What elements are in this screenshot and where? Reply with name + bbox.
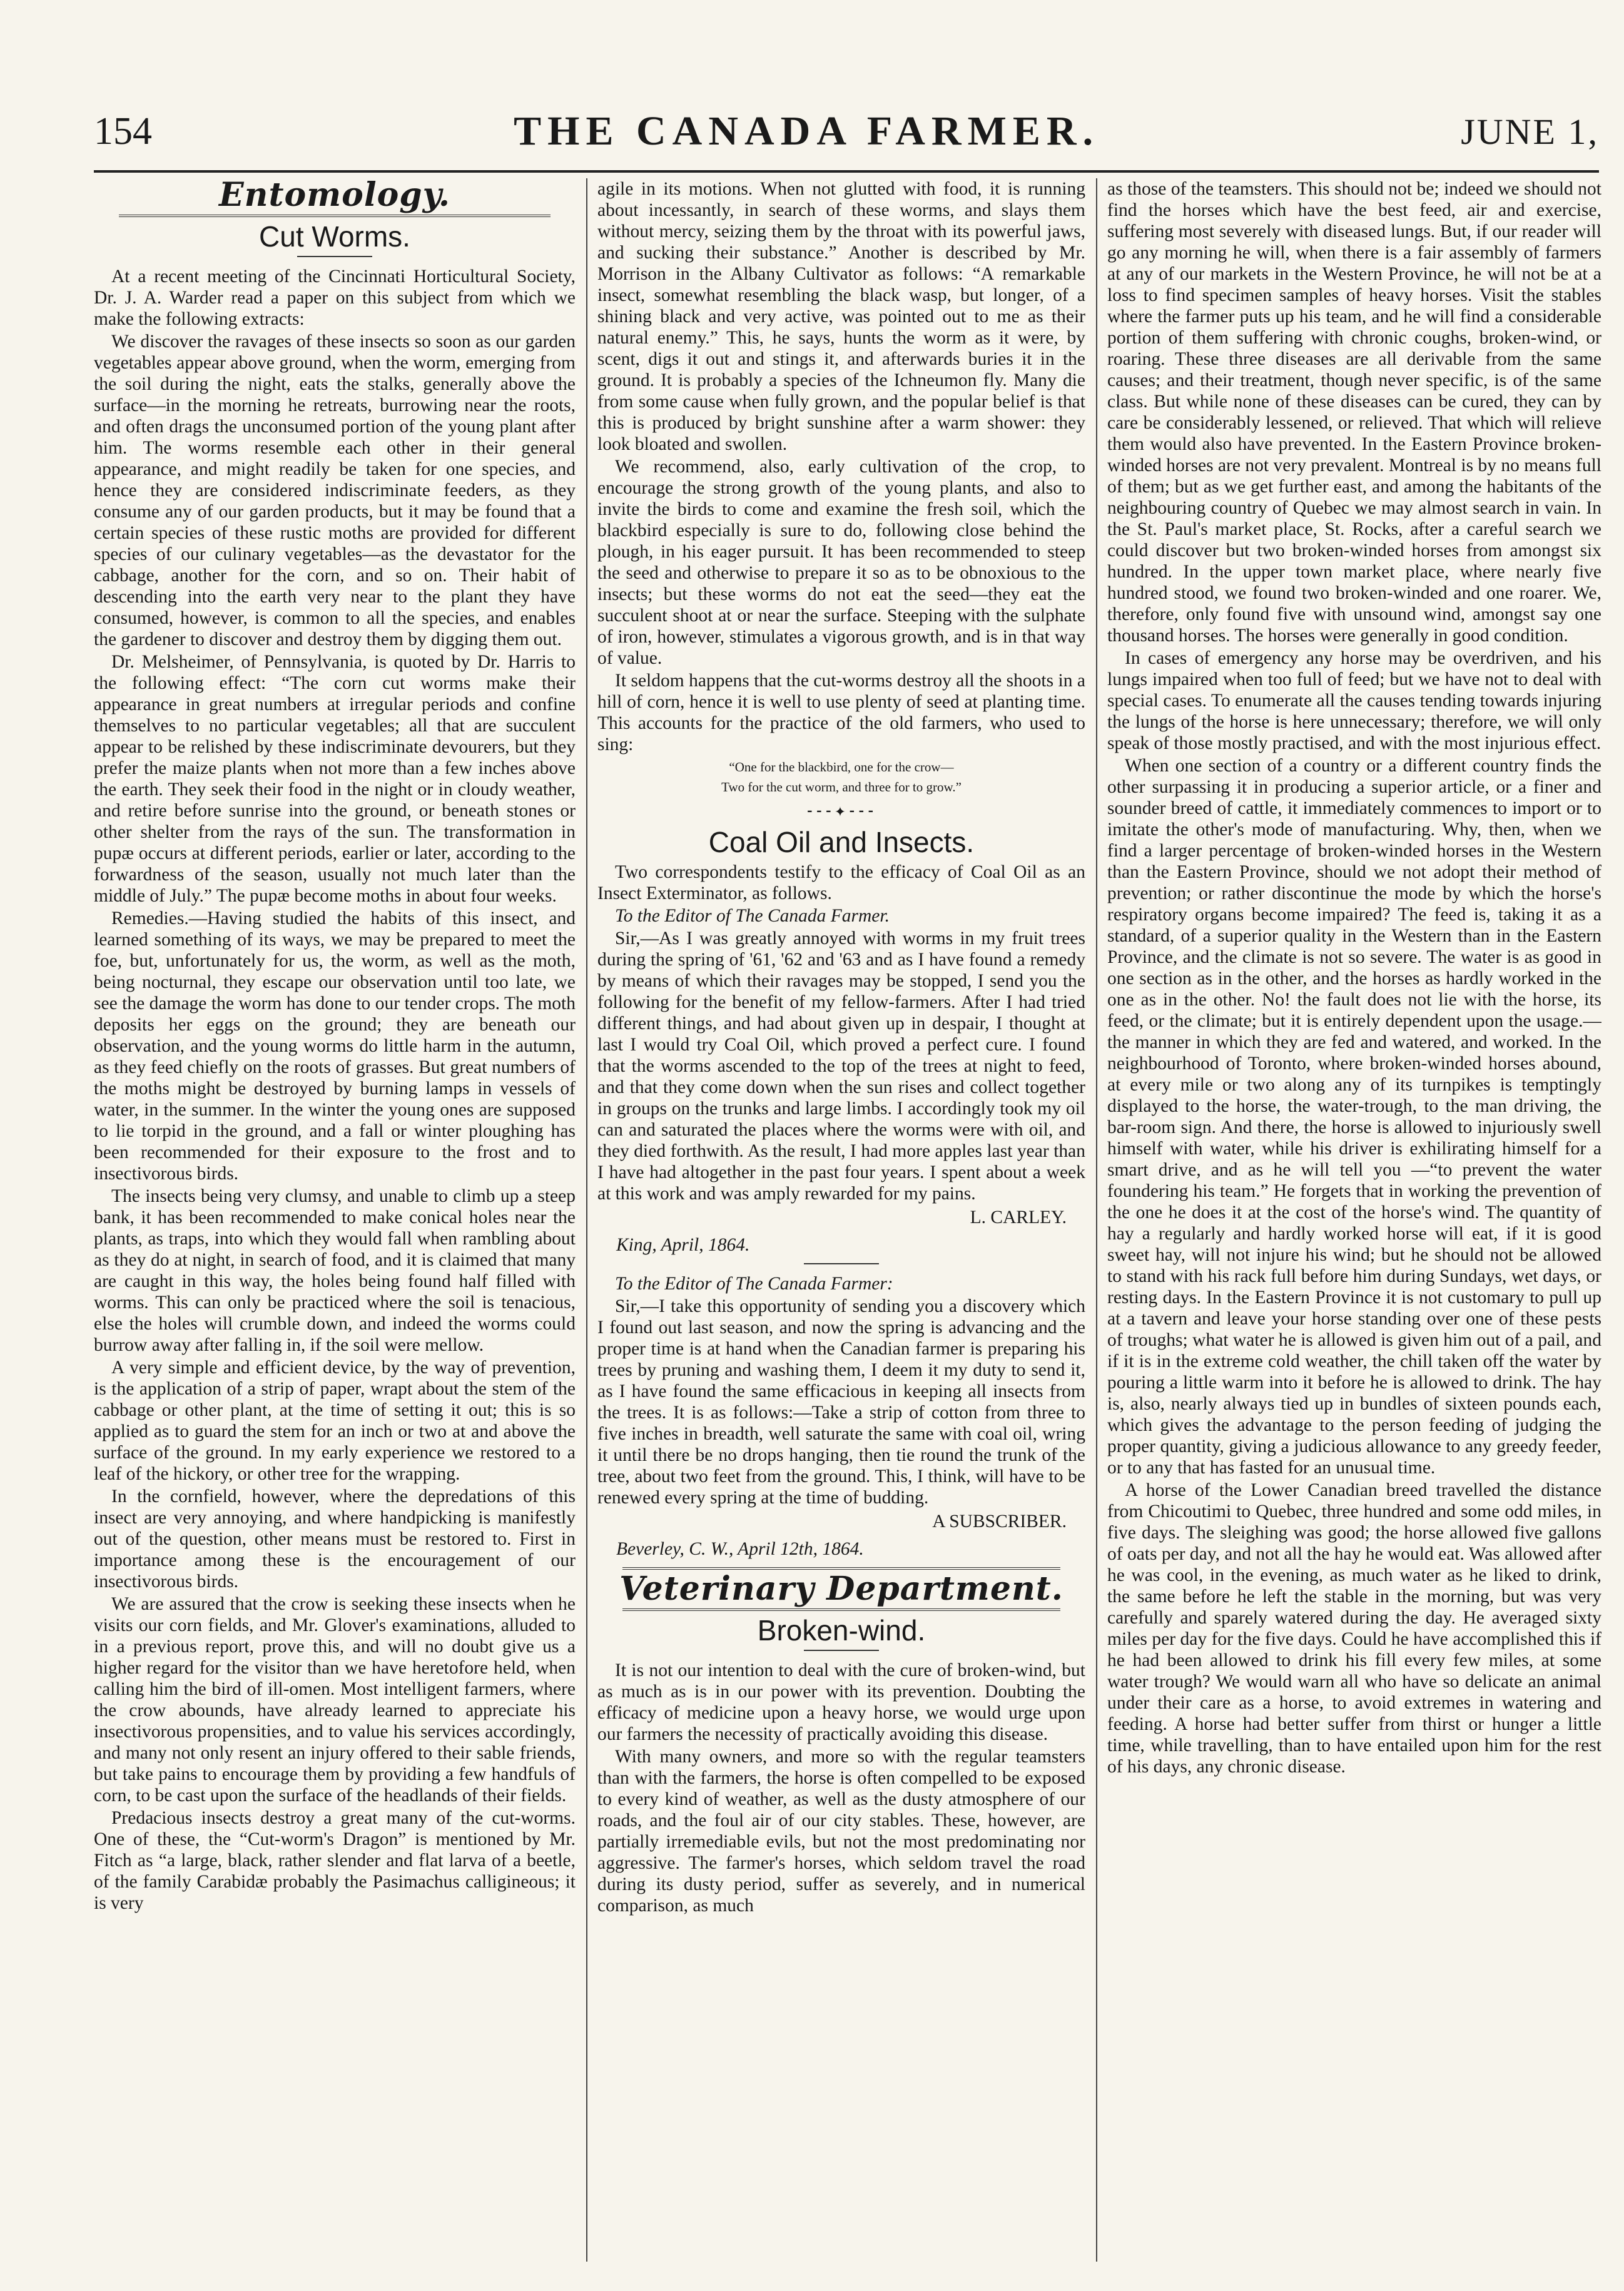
paragraph: Remedies.—Having studied the habits of this insect, and learned something of its ways, we may be prepared to meet the foe, but, unfortunately for us, the worm, as well as the moth, being nocturnal, they escape our observation until too late, we see the damage the worm has done to our tender crops. The moth deposits her eggs on the ground; they are beneath our observation, and the young worms do little harm in the autumn, as they feed chiefly on the roots of grasses. But great numbers of the moths might be destroyed by burning lamps in vessels of water, in the summer. In the winter the young ones are supposed to lie torpid in the ground, and a fall or winter ploughing has been recommended for their exposure to the frost and to insectivorous birds. bbox=[94, 908, 576, 1184]
column-2 bbox=[597, 178, 1085, 2262]
paragraph: agile in its motions. When not glutted with food, it is running about incessantly, in search of these worms, and slays them without mercy, seizing them by the throat with its powerful jaws, and sucking their substance.” Another is described by Mr. Morrison in the Albany Cultivator as follows: “A remarkable insect, somewhat resembling the black wasp, but longer, of a shining black and very active, was pointed out to me as their natural enemy.” This, he says, hunts the worm as it were, by scent, digs it out and stings it, and afterwards buries it in the ground. It is probably a species of the Ichneumon fly. Many die from some cause when fully grown, and the popular belief is that this is produced by bright sunshine after a warm shower: they look bloated and swollen. bbox=[597, 179, 1085, 454]
letter-salutation: To the Editor of The Canada Farmer: bbox=[615, 1274, 893, 1294]
letter-body: Sir,—As I was greatly annoyed with worms in my fruit trees during the spring of '61, '62 and '63 and as I have found a remedy by means of which their ravages may be stopped, I send you the following for the benefit of my fellow-farmers. After I had tried different things, and had about given up in despair, I thought at last I would try Coal Oil, which proved a perfect cure. I found that the worms ascended to the top of the trees at night to feed, and that they come down when the sun rises and collect together in groups on the trunks and large limbs. I accordingly took my oil can and saturated the places where the worms were with oil, and they died forthwith. As the result, I had more apples last year than I have had altogether in the past four years. I spent about a week at this work and was amply rewarded for my pains. bbox=[597, 928, 1085, 1204]
newspaper-title: THE CANADA FARMER. bbox=[514, 108, 1100, 154]
paragraph: We are assured that the crow is seeking these insects when he visits our corn fields, and Mr. Glover's examinations, alluded to in a previous report, prove this, and will no doubt give us a higher regard for the visitor than we have heretofore held, when calling him the bird of ill-omen. Most intelligent farmers, where the crow abounds, have already learned to appreciate his insectivorous propensities, and to value his services accordingly, and many not only resent an injury offered to their sable friends, but take pains to encourage them by providing a few handfuls of corn, to be cast upon the surface of the headlands of their fields. bbox=[94, 1594, 576, 1806]
letter-salutation: To the Editor of The Canada Farmer. bbox=[615, 906, 890, 926]
paragraph: The insects being very clumsy, and unable to climb up a steep bank, it has been recommended to make conical holes near the plants, as traps, into which they would fall when rambling about as they do at night, in search of food, and it is claimed that many are caught in this way, the holes being found half filled with worms. This can only be practiced where the soil is tenacious, else the holes will crumble down, and indeed the worms could burrow away after falling in, if the soil were mellow. bbox=[94, 1186, 576, 1355]
paragraph: as those of the teamsters. This should not be; indeed we should not find the horses which have the best feed, air and exercise, suffering most severely with diseased lungs. But, if our reader will go any morning he will, when there is a fair assembly of farmers at any of our markets in the Western Province, he will not be at a loss to find specimen samples of heavy horses. Visit the stables where the farmer puts up his team, and he will find a considerable portion of them suffering with chronic coughs, broken-wind, or roaring. These three diseases are all derivable from the same causes; and their treatment, though never specific, is of the same class. But while none of these diseases can be cured, they can by care be considerably lessened, or relieved. That which will relieve them would also have prevented. In the Eastern Province broken-winded horses are not very prevalent. Montreal is by no means full of them; but as we get further east, and among the habitants of the neighbouring country of Quebec we may almost search in vain. In the St. Paul's market place, St. Rocks, after a careful search we could discover but two broken-winded horses from amongst six hundred. In the upper town market place, where nearly five hundred stood, we found two broken-winded and one roarer. We, therefore, only found five with unsound wind, amongst say one thousand horses. The horses were generally in good condition. bbox=[1107, 179, 1601, 646]
paragraph: In the cornfield, however, where the depredations of this insect are very annoying, and where handpicking is manifestly out of the question, other means must be restored to. First in importance among these is the encouragement of our insectivorous birds. bbox=[94, 1486, 576, 1592]
column-1 bbox=[94, 178, 576, 2262]
article-heading-broken-wind: Broken-wind. bbox=[757, 1614, 926, 1647]
letter-signature: L. CARLEY. bbox=[970, 1207, 1067, 1227]
issue-date: JUNE 1, bbox=[1461, 111, 1599, 152]
verse-line: Two for the cut worm, and three for to grow.” bbox=[721, 780, 962, 795]
paragraph: A very simple and efficient device, by the way of prevention, is the application of a strip of paper, wrapt about the stem of the cabbage or other plant, at the time of setting it out; this is so applied as to guard the stem for an inch or two at and above the surface of the ground. In my early experience we restored to a leaf of the hickory, or other tree for the wrapping. bbox=[94, 1358, 576, 1484]
section-title-entomology: Entomology. bbox=[219, 178, 450, 214]
letter-dateline: Beverley, C. W., April 12th, 1864. bbox=[616, 1539, 864, 1559]
article-heading-coal-oil: Coal Oil and Insects. bbox=[708, 826, 975, 858]
paragraph: Predacious insects destroy a great many of the cut-worms. One of these, the “Cut-worm's Dragon” is mentioned by Mr. Fitch as “a large, black, rather slender and flat larva of a beetle, of the family Carabidæ probably the Pasimachus calligineous; it is very bbox=[94, 1808, 576, 1913]
letter-rule bbox=[804, 1263, 879, 1264]
section-rule bbox=[119, 215, 551, 217]
column-3 bbox=[1107, 178, 1601, 2262]
verse-line: “One for the blackbird, one for the crow— bbox=[729, 759, 954, 775]
article-heading-cut-worms: Cut Worms. bbox=[259, 220, 410, 253]
paragraph: A horse of the Lower Canadian breed travelled the distance from Chicoutimi to Quebec, three hundred and some odd miles, in five days. The sleighing was good; the horse allowed five gallons of oats per day, and not all the hay he would eat. Was allowed after he was cool, in the evening, as much water as he liked to drink, the same before he left the stable in the morning, but was very carefully and sparely watered during the day. He averaged sixty miles per day for the five days. Could he have accomplished this if he had been allowed to drink his fill every few miles, at some water trough? We would warn all who have so delicate an animal under their care as a horse, to avoid extremes in watering and feeding. A horse had better suffer from thirst or hunger a little time, while travelling, than to have entailed upon him for the rest of his days, any chronic disease. bbox=[1107, 1480, 1601, 1777]
letter-body: Sir,—I take this opportunity of sending you a discovery which I found out last season, and now the spring is advancing and the proper time is at hand when the Canadian farmer is preparing his trees by pruning and washing them, I deem it my duty to send it, as I have found the same efficacious in keeping all insects from the trees. It is as follows:—Take a strip of cotton from three to five inches in breadth, well saturate the same with coal oil, wring it until there be no drops hanging, then tie round the trunk of the tree, about two feet from the ground. This, I think, will have to be renewed every spring at the time of budding. bbox=[597, 1296, 1085, 1508]
page-number: 154 bbox=[94, 109, 152, 153]
column-divider bbox=[1096, 178, 1097, 2262]
paragraph: Dr. Melsheimer, of Pennsylvania, is quoted by Dr. Harris to the following effect: “The corn cut worms make their appearance in great numbers at irregular periods and confine themselves to no particular vegetables; all that are succulent appear to be relished by these indiscriminate devourers, but they prefer the maize plants when not more than a few inches above the earth. They seek their food in the night or in cloudy weather, and retire before sunrise into the ground, or beneath stones or other shelter from the rays of the sun. The transformation in pupæ occurs at different periods, earlier or later, according to the forwardness of the season, usually not much later than the middle of July.” The pupæ become moths in about four weeks. bbox=[94, 652, 576, 906]
paragraph: With many owners, and more so with the regular teamsters than with the farmers, the horse is often compelled to be exposed to every kind of weather, as well as the dusty atmosphere of our roads, and the foul air of our city stables. These, however, are partially irremediable evils, but not the most predominating nor aggressive. The farmer's horses, which seldom travel the road during its dusty period, suffer as severely, and in numerical comparison, as much bbox=[597, 1747, 1085, 1916]
paragraph: It seldom happens that the cut-worms destroy all the shoots in a hill of corn, hence it is well to use plenty of seed at planting time. This accounts for the practice of the old farmers, who used to sing: bbox=[597, 671, 1085, 754]
paragraph: It is not our intention to deal with the cure of broken-wind, but as much as is in our power with its prevention. Doubting the efficacy of medicine upon a heavy horse, we would urge upon our farmers the necessity of practically avoiding this disease. bbox=[597, 1660, 1085, 1744]
letter-signature: A SUBSCRIBER. bbox=[932, 1511, 1067, 1532]
paragraph: We discover the ravages of these insects so soon as our garden vegetables appear above ground, when the worm, emerging from the soil during the night, eats the stalks, generally above the surface—in the morning he retreats, burrowing near the roots, and often drags the unconsumed portion of the young plant after him. The worms resemble each other in their general appearance, and might readily be taken for one species, and hence they are considered indiscriminate feeders, as they consume any of our garden products, but it may be found that a certain species of these rustic moths are provided for different species of our culinary vegetables—as the devastator for the cabbage, another for the corn, and so on. Their habit of descending into the earth very near to the plant they have consumed, however, is common to all the species, and enables the gardener to discover and destroy them by digging them out. bbox=[94, 332, 576, 649]
heading-rule bbox=[297, 256, 372, 257]
masthead bbox=[94, 100, 1599, 163]
masthead-rule bbox=[94, 170, 1599, 173]
paragraph: Two correspondents testify to the efficacy of Coal Oil as an Insect Exterminator, as follows. bbox=[597, 862, 1085, 903]
letter-dateline: King, April, 1864. bbox=[616, 1235, 750, 1255]
ornament-divider: ⁃⁃⁃✦⁃⁃⁃ bbox=[806, 804, 877, 820]
paragraph: We recommend, also, early cultivation of the crop, to encourage the strong growth of the young plants, and also to invite the birds to come and examine the fresh soil, which the blackbird especially is sure to do, following close behind the plough, in his eager pursuit. It has been recommended to steep the seed and otherwise to prepare it so as to be obnoxious to the insects; but these worms do not eat the seed—they eat the succulent shoot at or near the surface. Steeping with the sulphate of iron, however, stimulates a vigorous growth, and is in that way of value. bbox=[597, 457, 1085, 668]
section-rule bbox=[622, 1608, 1060, 1611]
heading-rule bbox=[804, 1650, 879, 1651]
paragraph: At a recent meeting of the Cincinnati Horticultural Society, Dr. J. A. Warder read a paper on this subject from which we make the following extracts: bbox=[94, 267, 576, 329]
section-title-veterinary: Veterinary Department. bbox=[619, 1570, 1063, 1608]
paragraph: In cases of emergency any horse may be overdriven, and his lungs impaired when too full of feed; but we have not to deal with special cases. To enumerate all the causes tending towards injuring the lungs of the horse is here unnecessary; therefore, we will only speak of those mostly practised, and with the most injurious effect. bbox=[1107, 648, 1601, 753]
column-divider bbox=[586, 178, 587, 2262]
paragraph: When one section of a country or a different country finds the other surpassing it in producing a superior article, or a finer and sounder breed of cattle, it immediately commences to import or to imitate the other's mode of manufacturing. Why, then, when we find a larger percentage of broken-winded horses in the Western than the Eastern Province, should we not adopt their method of prevention; or rather discontinue the mode by which the horse's respiratory organs become impaired? The feed is, taking it as a standard, of a superior quality in the Western than in the Eastern Province, and the climate is not so severe. The water is as good in one section as in the other, and the horses as hardly worked in the one as in the other. No! the fault does not lie with the horse, its feed, or the climate; but it is entirely dependent upon the usage.—the manner in which they are fed and watered, and worked. In the neighbourhood of Toronto, where broken-winded horses abound, at every mile or two along any of its turnpikes is temptingly displayed to the horse, the water-trough, to the man driving, the bar-room sign. And there, the horse is allowed to injuriously swell himself with water, while his driver is exhilirating himself for a smart drive, and as he will tell you —“to prevent the water foundering his team.” He forgets that in working the prevention of the one he does it at the cost of the horse's wind. The quantity of hay a regularly and hardly worked horse will eat, if it is good sweet hay, will not injure his wind; but he should not be allowed to stand with his rack full before him during Sundays, wet days, or resting days. In the Eastern Province it is not customary to pull up at a tavern and leave your horse standing over one of these pests of troughs; what water he is allowed is given him out of a pail, and if it is in the extreme cold weather, the chill taken off the water by pouring a little warm into it before he is allowed to drink. The hay is, also, nearly always tied up in bundles of sixteen pounds each, which gives the advantage to the person feeding of judging the proper quantity, giving a judicious allowance to any greedy feeder, or to any that has fasted for an unusual time. bbox=[1107, 756, 1601, 1478]
